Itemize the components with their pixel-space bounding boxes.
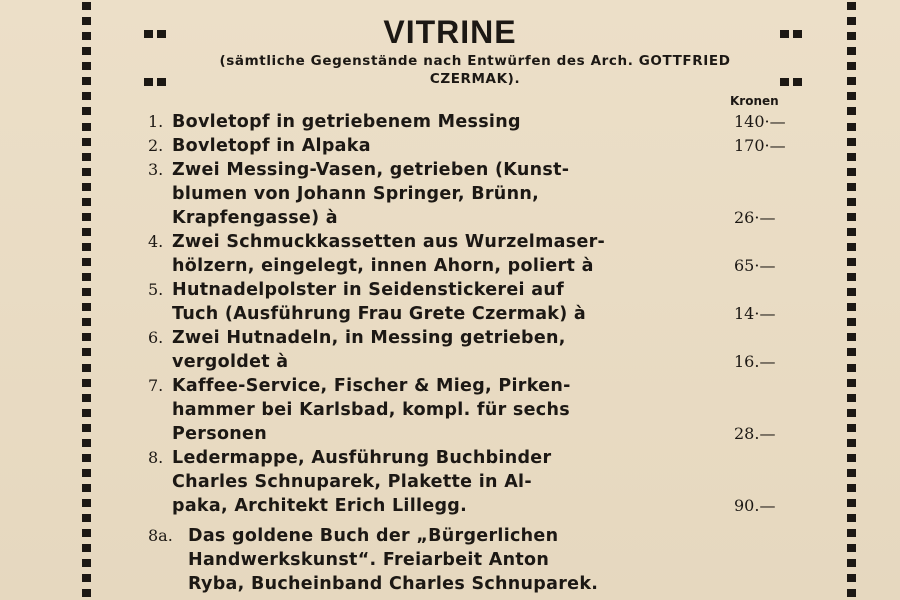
border-block [847, 484, 856, 492]
item-text: Zwei Hutnadeln, in Messing getrieben, vergoldet à [172, 328, 566, 372]
border-block [847, 123, 856, 131]
border-block [82, 62, 91, 70]
border-block [82, 333, 91, 341]
border-block [82, 348, 91, 356]
item-text: Zwei Schmuckkassetten aus Wurzelmaser- hölzern, eingelegt, innen Ahorn, poliert à [172, 232, 606, 276]
item-price: 26·— [734, 208, 776, 227]
border-block [82, 303, 91, 311]
border-block [82, 153, 91, 161]
border-block [847, 364, 856, 372]
border-block [82, 469, 91, 477]
item-text: Hutnadelpolster in Seidenstickerei auf Tuch (Ausführung Frau Grete Czermak) à [172, 280, 587, 324]
border-block [82, 379, 91, 387]
border-block [847, 62, 856, 70]
border-block [847, 589, 856, 597]
border-block [82, 288, 91, 296]
item-price: 65·— [734, 256, 776, 275]
item-price: 28.— [734, 424, 776, 443]
border-block [847, 318, 856, 326]
right-border-ornament [847, 0, 859, 600]
item-text: Kaffee-Service, Fischer & Mieg, Pirken- hammer bei Karlsbad, kompl. für sechs Personen [172, 376, 571, 444]
item-price: 14·— [734, 304, 776, 323]
border-block [82, 559, 91, 567]
border-block [847, 439, 856, 447]
border-block [847, 469, 856, 477]
page-title: VITRINE [383, 14, 517, 50]
border-block [82, 183, 91, 191]
border-block [82, 439, 91, 447]
item-text: Das goldene Buch der „Bürgerlichen Handwerkskunst“. Freiarbeit Anton Ryba, Bucheinband Charles Schnuparek. [188, 526, 599, 594]
border-block [82, 454, 91, 462]
border-block [847, 288, 856, 296]
page-subtitle [150, 52, 800, 88]
border-block [82, 138, 91, 146]
border-block [847, 514, 856, 522]
border-block [847, 213, 856, 221]
border-block [82, 273, 91, 281]
border-block [847, 92, 856, 100]
item-number: 4. [148, 232, 164, 251]
border-block [847, 77, 856, 85]
border-block [82, 228, 91, 236]
border-block [82, 198, 91, 206]
list-item [148, 110, 798, 134]
border-block [847, 409, 856, 417]
subtitle-line-1: (sämtliche Gegenstände nach Entwürfen des Arch. GOTTFRIED [219, 53, 731, 69]
border-block [82, 484, 91, 492]
border-block [847, 529, 856, 537]
border-block [847, 499, 856, 507]
border-block [82, 123, 91, 131]
item-number: 2. [148, 136, 164, 155]
border-block [82, 589, 91, 597]
border-block [82, 394, 91, 402]
border-block [847, 138, 856, 146]
item-text: Ledermappe, Ausführung Buchbinder Charles Schnuparek, Plakette in Al- paka, Architekt Erich Lillegg. [172, 448, 552, 516]
left-border-ornament [82, 0, 94, 600]
border-block [82, 168, 91, 176]
border-block [847, 228, 856, 236]
list-item [148, 446, 798, 518]
border-block [82, 92, 91, 100]
border-block [847, 273, 856, 281]
border-block [847, 333, 856, 341]
border-block [847, 198, 856, 206]
list-item [148, 278, 798, 326]
border-block [82, 364, 91, 372]
border-block [82, 499, 91, 507]
item-number: 7. [148, 376, 164, 395]
item-number: 3. [148, 160, 164, 179]
border-block [82, 409, 91, 417]
border-block [847, 243, 856, 251]
item-price: 16.— [734, 352, 776, 371]
border-block [82, 514, 91, 522]
border-block [82, 243, 91, 251]
border-block [82, 77, 91, 85]
border-block [847, 348, 856, 356]
list-item [148, 158, 798, 230]
item-text: Bovletopf in Alpaka [172, 136, 371, 156]
border-block [82, 529, 91, 537]
border-block [847, 559, 856, 567]
list-item [148, 134, 798, 158]
item-text: Bovletopf in getriebenem Messing [172, 112, 521, 132]
border-block [847, 303, 856, 311]
border-block [847, 107, 856, 115]
border-block [82, 424, 91, 432]
list-item [148, 524, 798, 596]
item-number: 8a. [148, 526, 173, 545]
item-list [148, 110, 798, 596]
item-price: 170·— [734, 136, 786, 155]
border-block [82, 544, 91, 552]
item-text: Zwei Messing-Vasen, getrieben (Kunst- blumen von Johann Springer, Brünn, Krapfengasse) à [172, 160, 570, 228]
list-item [148, 230, 798, 278]
border-block [82, 318, 91, 326]
border-block [847, 153, 856, 161]
border-block [847, 2, 856, 10]
border-block [847, 168, 856, 176]
border-block [847, 183, 856, 191]
item-number: 8. [148, 448, 164, 467]
list-item [148, 326, 798, 374]
item-number: 1. [148, 112, 164, 131]
item-price: 90.— [734, 496, 776, 515]
border-block [82, 2, 91, 10]
border-block [847, 379, 856, 387]
border-block [847, 574, 856, 582]
border-block [847, 454, 856, 462]
subtitle-line-2: CZERMAK). [429, 71, 521, 87]
list-item [148, 374, 798, 446]
border-block [82, 213, 91, 221]
item-number: 5. [148, 280, 164, 299]
border-block [82, 107, 91, 115]
border-block [847, 424, 856, 432]
border-block [847, 394, 856, 402]
currency-label: Kronen [730, 94, 779, 108]
item-price: 140·— [734, 112, 786, 131]
border-block [82, 574, 91, 582]
border-block [847, 544, 856, 552]
item-number: 6. [148, 328, 164, 347]
border-block [82, 258, 91, 266]
border-block [847, 258, 856, 266]
